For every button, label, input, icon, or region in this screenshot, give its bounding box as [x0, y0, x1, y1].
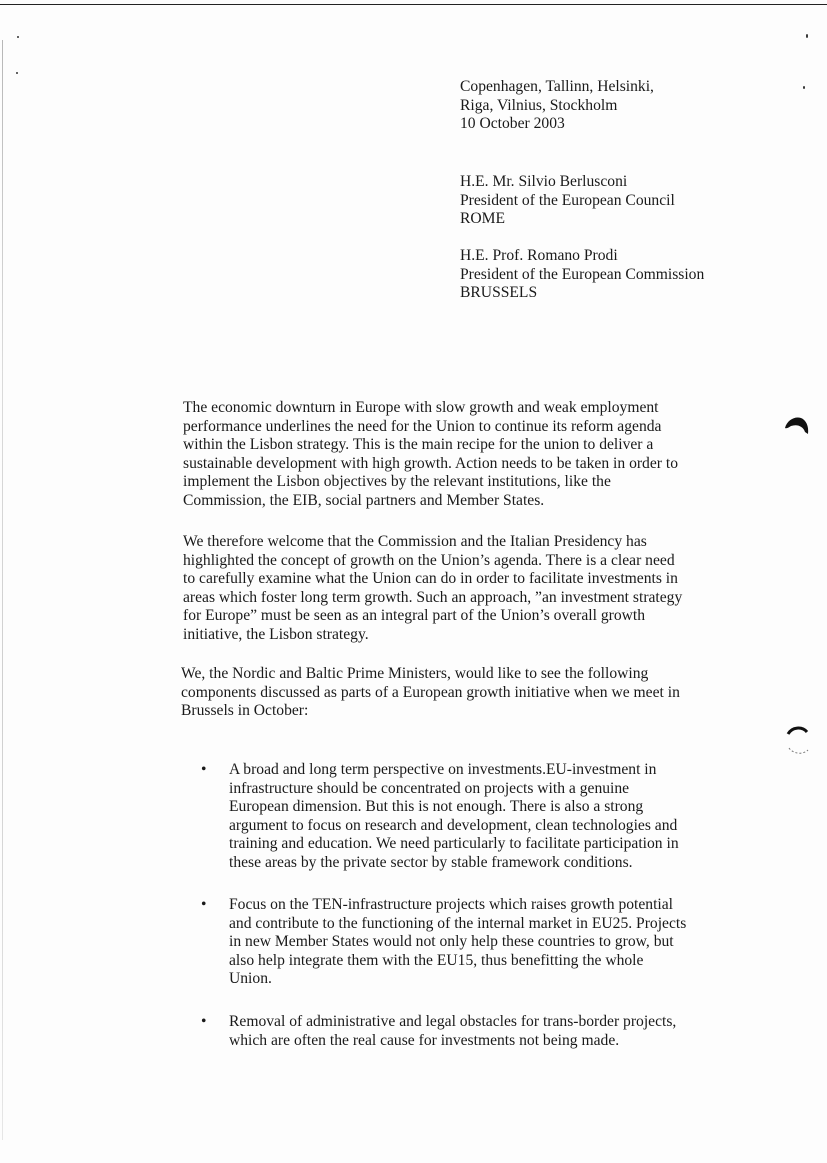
- place-line: Copenhagen, Tallinn, Helsinki,: [460, 78, 654, 95]
- body-paragraph: [181, 665, 680, 721]
- bullet-line: Union.: [229, 970, 272, 988]
- bullet-line: which are often the real cause for investments not being made.: [229, 1031, 620, 1049]
- bullet-text: [229, 896, 686, 989]
- paragraph-line: within the Lisbon strategy. This is the main recipe for the union to deliver a: [183, 436, 654, 454]
- bullet-text: [229, 761, 679, 873]
- paragraph-line: for Europe” must be seen as an integral part of the Union’s overall growth: [183, 607, 646, 625]
- paragraph-line: areas which foster long term growth. Such an approach, ”an investment strategy: [183, 588, 683, 606]
- bullet-marker: •: [201, 896, 207, 913]
- scan-top-rule: [0, 4, 827, 5]
- bullet-line: training and education. We need particularly to facilitate participation in: [229, 835, 679, 853]
- place-and-date: [460, 78, 654, 134]
- bullet-line: also help integrate them with the EU15, thus benefitting the whole: [229, 951, 644, 969]
- scan-speck: [16, 72, 18, 74]
- paragraph-line: sustainable development with high growth. Action needs to be taken in order to: [183, 454, 678, 472]
- place-line: Riga, Vilnius, Stockholm: [460, 96, 618, 114]
- scan-left-edge: [2, 40, 3, 1140]
- paragraph-line: Commission, the EIB, social partners and Member States.: [183, 491, 545, 509]
- paragraph-line: highlighted the concept of growth on the Union’s agenda. There is a clear need: [183, 551, 675, 569]
- scan-speck: [806, 34, 808, 38]
- body-paragraph: [183, 399, 678, 511]
- bullet-line: A broad and long term perspective on investments.EU-investment in: [229, 761, 657, 778]
- bullet-text: [229, 1013, 676, 1050]
- date-line: 10 October 2003: [460, 115, 565, 133]
- paragraph-line: We, the Nordic and Baltic Prime Ministers, would like to see the following: [181, 665, 649, 682]
- bullet-line: Focus on the TEN-infrastructure projects which raises growth potential: [229, 896, 674, 913]
- recipient-title: President of the European Council: [460, 191, 675, 209]
- scan-hole-mark: [784, 724, 812, 756]
- paragraph-line: implement the Lisbon objectives by the relevant institutions, like the: [183, 473, 611, 491]
- scan-speck: [17, 36, 19, 38]
- scan-speck: [803, 86, 805, 89]
- bullet-line: in new Member States would not only help these countries to grow, but: [229, 933, 674, 951]
- recipient-city: BRUSSELS: [460, 284, 538, 302]
- paragraph-line: performance underlines the need for the Union to continue its reform agenda: [183, 417, 662, 435]
- bullet-marker: •: [201, 1013, 207, 1030]
- paragraph-line: to carefully examine what the Union can do in order to facilitate investments in: [183, 570, 678, 588]
- paragraph-line: initiative, the Lisbon strategy.: [183, 625, 369, 643]
- paragraph-line: components discussed as parts of a European growth initiative when we meet in: [181, 683, 680, 701]
- body-paragraph: [183, 533, 682, 645]
- bullet-line: and contribute to the functioning of the internal market in EU25. Projects: [229, 914, 687, 932]
- paragraph-line: Brussels in October:: [181, 702, 309, 720]
- bullet-line: argument to focus on research and development, clean technologies and: [229, 816, 678, 834]
- recipient-name: H.E. Prof. Romano Prodi: [460, 247, 618, 264]
- bullet-line: these areas by the private sector by stable framework conditions.: [229, 853, 633, 871]
- bullet-line: infrastructure should be concentrated on projects with a genuine: [229, 779, 630, 797]
- scan-blot: [783, 414, 811, 438]
- bullet-line: Removal of administrative and legal obstacles for trans-border projects,: [229, 1013, 677, 1030]
- recipient-title: President of the European Commission: [460, 265, 705, 283]
- paragraph-line: We therefore welcome that the Commission and the Italian Presidency has: [183, 533, 647, 550]
- recipient-city: ROME: [460, 210, 506, 228]
- recipient-address: [460, 173, 675, 229]
- bullet-line: European dimension. But this is not enough. There is also a strong: [229, 798, 644, 816]
- recipient-address: [460, 247, 704, 303]
- bullet-marker: •: [201, 761, 207, 778]
- paragraph-line: The economic downturn in Europe with slow growth and weak employment: [183, 399, 659, 416]
- recipient-name: H.E. Mr. Silvio Berlusconi: [460, 173, 628, 190]
